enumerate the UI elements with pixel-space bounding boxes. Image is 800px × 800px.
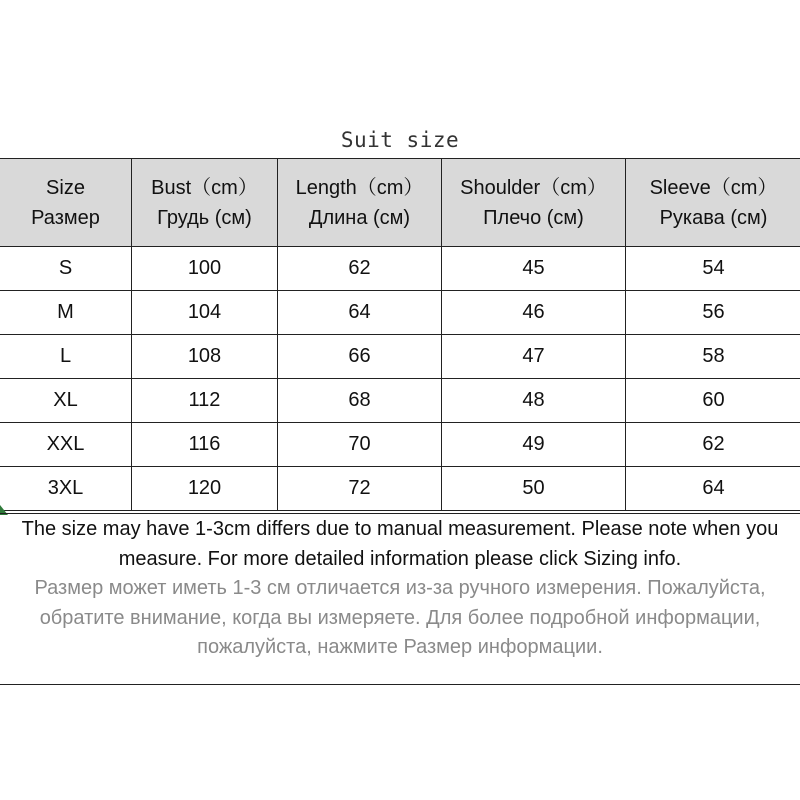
cell-size: XL bbox=[0, 379, 132, 423]
header-length-en: Length（cm） bbox=[295, 176, 424, 199]
cell-sleeve: 62 bbox=[626, 423, 800, 467]
cell-bust: 112 bbox=[132, 379, 278, 423]
cell-size: 3XL bbox=[0, 467, 132, 511]
cell-length: 72 bbox=[278, 467, 442, 511]
cell-shoulder: 48 bbox=[442, 379, 626, 423]
cell-size: S bbox=[0, 247, 132, 291]
cell-bust: 120 bbox=[132, 467, 278, 511]
measurement-note bbox=[0, 513, 800, 685]
header-length-ru: Длина (см) bbox=[308, 206, 411, 229]
chart-title: Suit size bbox=[340, 128, 460, 152]
cell-shoulder: 46 bbox=[442, 291, 626, 335]
size-table bbox=[0, 158, 800, 511]
table-row bbox=[0, 247, 800, 291]
header-size-en: Size bbox=[46, 176, 85, 199]
cell-sleeve: 60 bbox=[626, 379, 800, 423]
cell-sleeve: 56 bbox=[626, 291, 800, 335]
header-bust-ru: Грудь (см) bbox=[157, 206, 252, 229]
cell-length: 68 bbox=[278, 379, 442, 423]
cell-sleeve: 64 bbox=[626, 467, 800, 511]
header-shoulder bbox=[442, 159, 626, 247]
table-row bbox=[0, 467, 800, 511]
cell-bust: 104 bbox=[132, 291, 278, 335]
cell-size: XXL bbox=[0, 423, 132, 467]
header-size bbox=[0, 159, 132, 247]
cell-length: 66 bbox=[278, 335, 442, 379]
table-row bbox=[0, 379, 800, 423]
cell-shoulder: 47 bbox=[442, 335, 626, 379]
header-bust-en: Bust（cm） bbox=[151, 176, 258, 199]
table-row bbox=[0, 335, 800, 379]
cell-size: L bbox=[0, 335, 132, 379]
header-sleeve bbox=[626, 159, 800, 247]
note-russian: Размер может иметь 1-3 см отличается из-за ручного измерения. Пожалуйста, обратите внимание, когда вы измеряете. Для более подробной информации, пожалуйста, нажмите Размер информации. bbox=[34, 577, 766, 658]
cell-length: 70 bbox=[278, 423, 442, 467]
table-row bbox=[0, 291, 800, 335]
cell-size: M bbox=[0, 291, 132, 335]
cell-bust: 116 bbox=[132, 423, 278, 467]
cell-shoulder: 50 bbox=[442, 467, 626, 511]
cell-length: 62 bbox=[278, 247, 442, 291]
header-bust bbox=[132, 159, 278, 247]
header-sleeve-ru: Рукава (см) bbox=[659, 206, 768, 229]
cell-sleeve: 54 bbox=[626, 247, 800, 291]
table-row bbox=[0, 423, 800, 467]
cell-sleeve: 58 bbox=[626, 335, 800, 379]
header-size-ru: Размер bbox=[31, 206, 100, 229]
header-shoulder-en: Shoulder（cm） bbox=[460, 176, 607, 199]
header-sleeve-en: Sleeve（cm） bbox=[649, 176, 778, 199]
cell-shoulder: 45 bbox=[442, 247, 626, 291]
cell-bust: 108 bbox=[132, 335, 278, 379]
cell-bust: 100 bbox=[132, 247, 278, 291]
cell-shoulder: 49 bbox=[442, 423, 626, 467]
header-length bbox=[278, 159, 442, 247]
header-shoulder-ru: Плечо (см) bbox=[483, 206, 584, 229]
table-header-row bbox=[0, 159, 800, 247]
note-english: The size may have 1-3cm differs due to manual measurement. Please note when you measure. For more detailed information please click Sizing info. bbox=[21, 518, 779, 570]
cell-length: 64 bbox=[278, 291, 442, 335]
